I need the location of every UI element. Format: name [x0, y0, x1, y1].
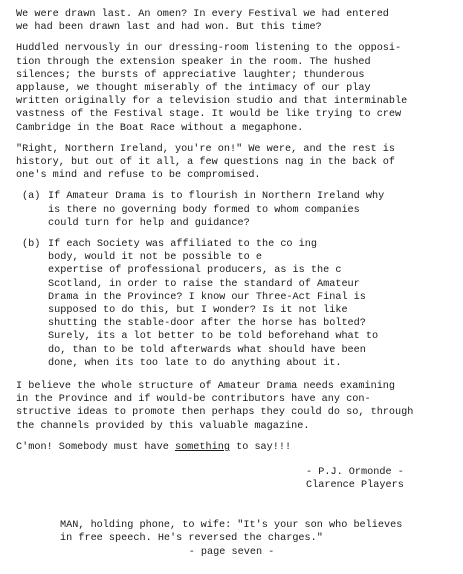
- page-number: - page seven -: [188, 547, 275, 558]
- list-marker: (b): [22, 239, 41, 251]
- list-item-b: [16, 238, 445, 370]
- signature-name: - P.J. Ormonde -: [306, 467, 404, 479]
- list-item-text: If each Society was affiliated to the co ing body, would it not be possible to e expertise of professional producers, as is the c Scotland, in order to raise the standard of Amateur Drama in the Province? I know our Three-Act Final is supposed to do this, but I wonder? Is it not like shutting the stable-door after the horse has bolted? Surely, its a lot better to be told beforehand what to do, than to be told afterwards what should have been done, when its too late to do anything about it.: [48, 239, 379, 369]
- closing-after: to say!!!: [229, 441, 292, 453]
- signature-block: [306, 466, 445, 492]
- closing-before: C'mon! Somebody must have: [16, 441, 175, 453]
- joke-caption: MAN, holding phone, to wife: "It's your son who believes in free speech. He's reversed the charges.": [60, 519, 403, 544]
- paragraph-drawn-last: We were drawn last. An omen? In every Festival we had entered we had been drawn last and had won. But this time?: [16, 9, 389, 34]
- list-marker: (a): [22, 191, 41, 203]
- signature-group: Clarence Players: [306, 480, 404, 492]
- question-list: [16, 190, 445, 370]
- closing-emphasis: something: [174, 441, 230, 453]
- paragraph-structure: I believe the whole structure of Amateur Drama needs examining in the Province and if would-be contributors have any con- structive ideas to promote then perhaps they could do so, through the channels provided by this valuable magazine.: [16, 381, 414, 432]
- paragraph-dressing-room: Huddled nervously in our dressing-room listening to the opposi- tion through the extension speaker in the room. The hushed silences; the bursts of appreciative laughter; thunderous applause, we thought miserably of the intimacy of our play written originally for a television studio and that interminable vastness of the Festival stage. It would be like trying to crew Cambridge in the Boat Race without a megaphone.: [16, 43, 408, 134]
- list-item-text: If Amateur Drama is to flourish in Northern Ireland why is there no governing body formed to whom companies could turn for help and guidance?: [48, 191, 385, 229]
- paragraph-northern-ireland: "Right, Northern Ireland, you're on!" We were, and the rest is history, but out of it all, a few questions nag in the back of one's mind and refuse to be compromised.: [16, 143, 396, 182]
- list-item-a: [16, 190, 445, 230]
- closing-line: [16, 441, 445, 454]
